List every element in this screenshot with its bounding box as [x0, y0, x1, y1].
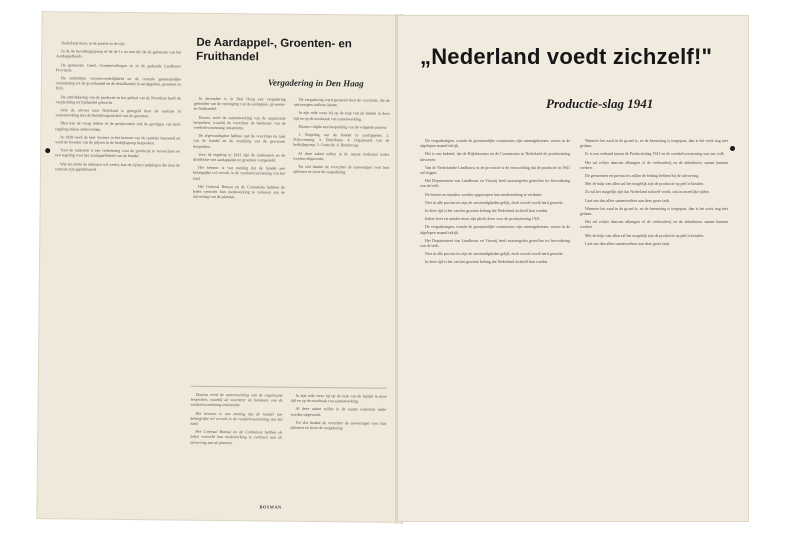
article-title: De Aardappel-, Groenten- en Fruithandel [196, 36, 352, 64]
left-column-2-lower: Daarna werd de samenwerking van de organisatie besproken, waarbij de voorzitter de betekenis van de voedselvoorziening uiteenzette. Het bestuur is van mening dat de handel een belangrijke rol vervult in de voedselvoorziening van het land. Het Centraal Bureau en de Commissie hebben de leden verzocht hun medewerking te verlenen aan de uitvoering van de plannen. [190, 391, 283, 445]
article-subtitle: Vergadering in Den Haag [267, 77, 364, 89]
left-column-1: Nederland moet, in de positie in de tijd... In de 8e bevolkingsgroep of de de 1e en met die de de gemeente van het Aardappelfonds. De gemeente, Geest, Groenteveilingen in 1e de gedeelde Landbouw Provincie. De ambtelijke verantwoordelijkheid en de centrale gemeentelijke verordening tot de groothandel en de detailhandel in aardappelen, groenten en fruit. De ontwikkeling van de productie in het gebied van de Noordzee heeft de verplichting tot lijnhandel gebracht. Ook de uitvoer naar Duitsland is geregeld door de centrale in samenwerking met de bedrijfsorganisatie van de groenten. Men kan de vraag stellen of de producenten ook de gevolgen van deze regeling zullen ondervinden. In 1938 werd de heer Vosmer in het bestuur van de centrale benoemd en werd de kwestie van de prijzen in de bedrijfsgroep besproken. Voor de toekomst is een verbetering voor de productie te verwachten en een regeling voor het aardappelbeleid van de handel. Wie ten slotte de uitkomst wil weten, kan de cijfers raadplegen die door de centrale zijn gepubliceerd. [54, 40, 182, 172]
author-signature: BOSMAN [259, 504, 282, 510]
headline: „Nederland voedt zichzelf!" [420, 44, 713, 69]
punch-hole [730, 146, 735, 151]
left-column-3-lower: In zijn rede wees hij op de taak van de handel in deze tijd en op de noodzaak van samenwerking. Al deze zaken zullen in de naaste toekomst nader worden uitgewerkt. Tot slot dankte de voorzitter de aanwezigen voor hun opkomst en sloot de vergadering. [290, 392, 387, 431]
section-divider [191, 386, 387, 389]
punch-hole [45, 148, 50, 153]
left-newspaper-page [37, 12, 404, 522]
right-column-2: Wanneer het zaad in de grond is, en de bemesting is toegepast, dan is het werk nog niet gedaan. Er is een verband tussen de Productieslag 1941 en de voedselvoorziening van ons volk. Het zal echter daarvan afhangen of de veehouderij en de akkerbouw samen kunnen werken. De gemeenten en provincies zullen de leiding hebben bij de uitvoering. Met de hulp van allen zal het mogelijk zijn de productie op peil te houden. Zo zal het mogelijk zijn dat Nederland zichzelf voedt, ook in moeilijke tijden. Laat ons dan allen samenwerken aan deze grote taak. Wanneer het zaad in de grond is, en de bemesting is toegepast, dan is het werk nog niet gedaan. Het zal echter daarvan afhangen of de veehouderij en de akkerbouw samen kunnen werken. Met de hulp van allen zal het mogelijk zijn de productie op peil te houden. Laat ons dan allen samenwerken aan deze grote taak. [580, 138, 728, 246]
right-column-1: De vergaderingen, waarin de gezamenlijke commissies zijn samengekomen, waren in de afgelopen maand talrijk. Het is ons bekend, dat de Rijksbureaus en de Commissies in Nederland de productieslag uitvoeren. Van de Nederlandse Landbouw in de provincie is de verwachting dat de productie in 1941 zal stijgen. Het Departement van Landbouw en Visserij heeft maatregelen getroffen ter bevordering van de teelt. De boeren en tuinders worden opgeroepen hun medewerking te verlenen. Niet in alle provincies zijn de omstandigheden gelijk, doch overal wordt hard gewerkt. In deze tijd is het van het grootste belang dat Nederland zichzelf kan voeden. Iedere boer en tuinder moet zijn plicht doen voor de productieslag 1941. De vergaderingen, waarin de gezamenlijke commissies zijn samengekomen, waren in de afgelopen maand talrijk. Het Departement van Landbouw en Visserij heeft maatregelen getroffen ter bevordering van de teelt. Niet in alle provincies zijn de omstandigheden gelijk, doch overal wordt hard gewerkt. In deze tijd is het van het grootste belang dat Nederland zichzelf kan voeden. [420, 138, 570, 265]
right-newspaper-page [398, 16, 748, 521]
subheadline: Productie-slag 1941 [546, 96, 654, 111]
left-column-3: De vergadering werd geopend door de voorzitter, die de aanwezigen welkom heette. In zijn rede wees hij op de taak van de handel in deze tijd en op de noodzaak van samenwerking. Daarna volgde een bespreking van de volgende punten: 1. Regeling van de handel in aardappelen. 2. Prijsvorming. 3. Distributie. 4. Organisatie van de bedrijfsgroep. 5. Controle. 6. Rondvraag. Al deze zaken zullen in de naaste toekomst nader worden uitgewerkt. Tot slot dankte de voorzitter de aanwezigen voor hun opkomst en sloot de vergadering. [292, 96, 390, 175]
left-column-2: In december is in Den Haag een vergadering gehouden van de vereniging van de aardappel-, groenten- en fruithandel. Daarna werd de samenwerking van de organisatie besproken, waarbij de voorzitter de betekenis van de voedselvoorziening uiteenzette. De afgevaardigden hebben met de voorzitter de taak van de handel en de verdeling van de gewassen besproken. Voor de regeling in 1941 zijn de rantsoenen en de distributie van aardappelen en groenten vastgesteld. Het bestuur is van mening dat de handel een belangrijke rol vervult in de voedselvoorziening van het land. Het Centraal Bureau en de Commissie hebben de leden verzocht hun medewerking te verlenen aan de uitvoering van de plannen. [192, 95, 286, 200]
